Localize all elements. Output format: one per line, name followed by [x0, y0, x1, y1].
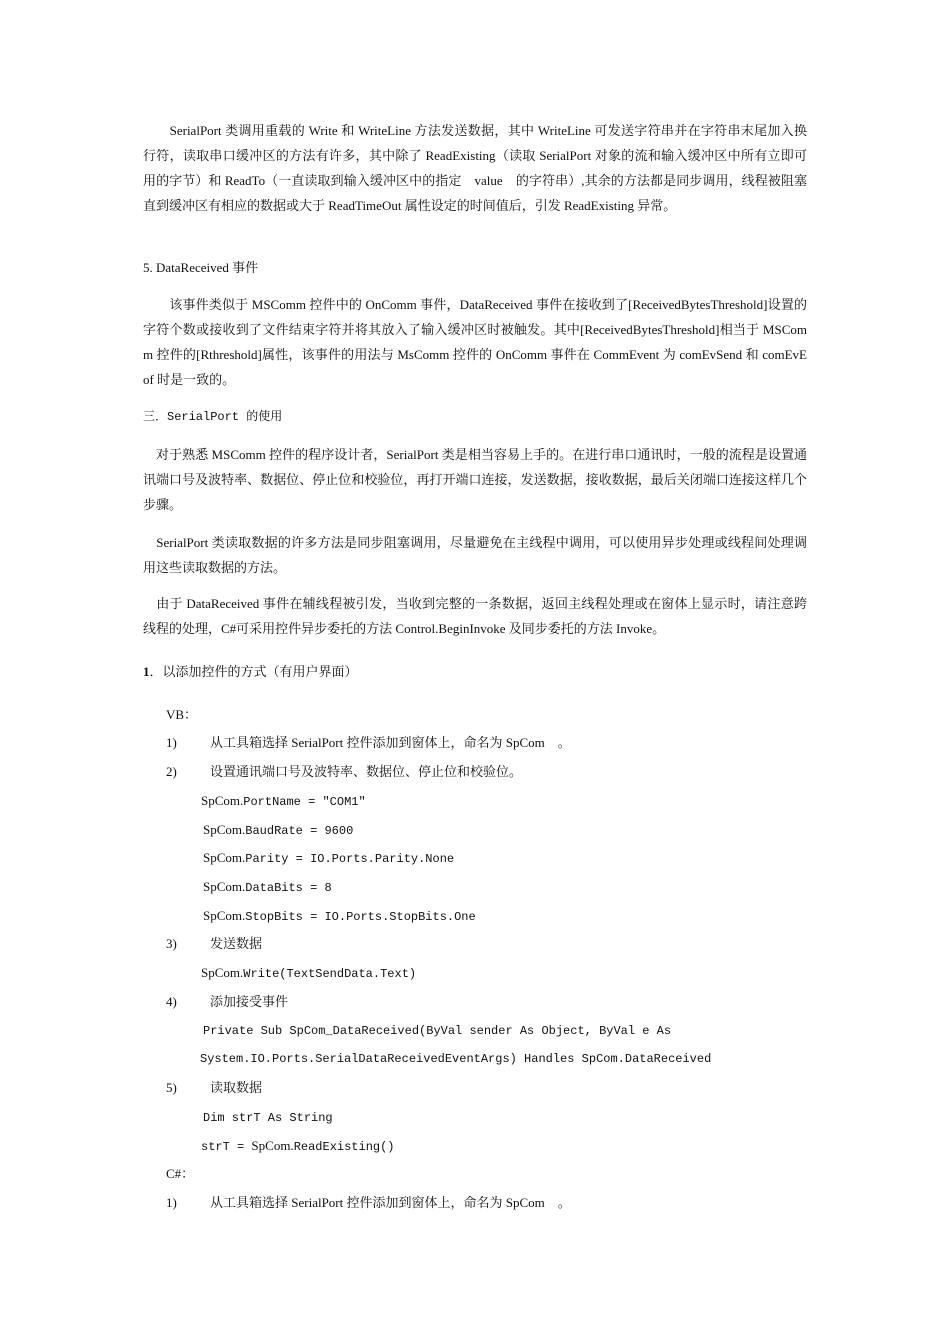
- code-rest: Write(TextSendData.Text): [243, 967, 417, 981]
- code-line-stopbits: [203, 906, 476, 927]
- vb-step-4-text: 添加接受事件: [210, 994, 289, 1009]
- code-rest: StopBits = IO.Ports.StopBits.One: [245, 910, 476, 924]
- code-rest: PortName = "COM1": [243, 795, 366, 809]
- code-rest: BaudRate = 9600: [245, 824, 354, 838]
- code-rest: Parity = IO.Ports.Parity.None: [245, 852, 455, 866]
- csharp-step-1-number: 1): [166, 1195, 177, 1210]
- vb-step-5-text: 读取数据: [210, 1080, 263, 1095]
- heading-serialport-usage: 三．SerialPort 的使用: [143, 410, 283, 424]
- section-1-title: ．以添加控件的方式（有用户界面）: [149, 664, 358, 679]
- code-object: SpCom.: [203, 850, 246, 865]
- vb-step-5-number: 5): [166, 1080, 177, 1095]
- vb-step-4-number: 4): [166, 994, 177, 1009]
- csharp-step-1-text: 从工具箱选择 SerialPort 控件添加到窗体上，命名为 SpCom 。: [210, 1195, 571, 1210]
- vb-step-3-number: 3): [166, 936, 177, 951]
- code-line-databits: [203, 877, 332, 898]
- paragraph-datareceived: 该事件类似于 MSComm 控件中的 OnComm 事件，DataReceived 事件在接收到了[ReceivedBytesThreshold]设置的字符个数或接收到了文件结束字符并将其放入了输入缓冲区时被触发。其中[ReceivedBytesThreshold]相当于 MSComm 控件的[Rthreshold]属性，该事件的用法与 MsComm 控件的 OnComm 事件在 CommEvent 为 comEvSend 和 comEvEof 时是一致的。: [143, 297, 807, 387]
- paragraph-write-methods: SerialPort 类调用重载的 Write 和 WriteLine 方法发送数据，其中 WriteLine 可发送字符串并在字符串末尾加入换行符，读取串口缓冲区的方法有许多，其中除了 ReadExisting（读取 SerialPort 对象的流和输入缓冲区中所有立即可用的字节）和 ReadTo（一直读取到输入缓冲区中的指定 value 的字符串）,其余的方法都是同步调用，线程被阻塞直到缓冲区有相应的数据或大于 ReadTimeOut 属性设定的时间值后，引发 ReadExisting 异常。: [143, 123, 807, 213]
- code-line-sub-handles: System.IO.Ports.SerialDataReceivedEventArgs) Handles SpCom.DataReceived: [200, 1052, 712, 1066]
- vb-step-2-number: 2): [166, 764, 177, 779]
- paragraph-blocking-calls: SerialPort 类读取数据的许多方法是同步阻塞调用，尽量避免在主线程中调用，可以使用异步处理或线程间处理调用这些读取数据的方法。: [143, 535, 807, 575]
- vb-step-3-text: 发送数据: [210, 936, 263, 951]
- code-object: SpCom.: [201, 793, 244, 808]
- vb-step-1-number: 1): [166, 735, 177, 750]
- paragraph-mscomm-users: 对于熟悉 MSComm 控件的程序设计者，SerialPort 类是相当容易上手的。在进行串口通讯时，一般的流程是设置通讯端口号及波特率、数据位、停止位和校验位，再打开端口连接，发送数据，接收数据，最后关闭端口连接这样几个步骤。: [143, 447, 807, 512]
- code-line-write: [201, 963, 416, 984]
- code-object: SpCom.: [203, 908, 246, 923]
- code-rest: DataBits = 8: [245, 881, 332, 895]
- section-1-heading: [143, 662, 358, 682]
- code-object: SpCom.: [203, 822, 246, 837]
- vb-step-2-text: 设置通讯端口号及波特率、数据位、停止位和校验位。: [210, 764, 523, 779]
- section-1-number: 1: [143, 664, 150, 679]
- vb-label: VB：: [166, 707, 198, 722]
- code-line-parity: [203, 848, 454, 869]
- csharp-label: C#：: [166, 1166, 195, 1181]
- paragraph-cross-thread: 由于 DataReceived 事件在辅线程被引发，当收到完整的一条数据，返回主线程处理或在窗体上显示时，请注意跨线程的处理，C#可采用控件异步委托的方法 Control.BeginInvoke 及同步委托的方法 Invoke。: [143, 596, 807, 636]
- code-object: SpCom.: [251, 1138, 294, 1153]
- code-line-readexisting: [201, 1136, 395, 1157]
- code-line-sub-declaration: Private Sub SpCom_DataReceived(ByVal sender As Object, ByVal e As: [203, 1024, 672, 1038]
- code-object: SpCom.: [201, 965, 244, 980]
- vb-step-1-text: 从工具箱选择 SerialPort 控件添加到窗体上，命名为 SpCom 。: [210, 735, 571, 750]
- code-pre: Dim strT As String: [203, 1111, 333, 1125]
- code-rest: ReadExisting(): [293, 1140, 395, 1154]
- code-line-dim: [203, 1107, 333, 1128]
- code-line-baudrate: [203, 820, 353, 841]
- code-object: SpCom.: [203, 879, 246, 894]
- code-pre: strT =: [201, 1140, 252, 1154]
- code-line-portname: [201, 791, 366, 812]
- heading-datareceived-event: 5. DataReceived 事件: [143, 260, 259, 275]
